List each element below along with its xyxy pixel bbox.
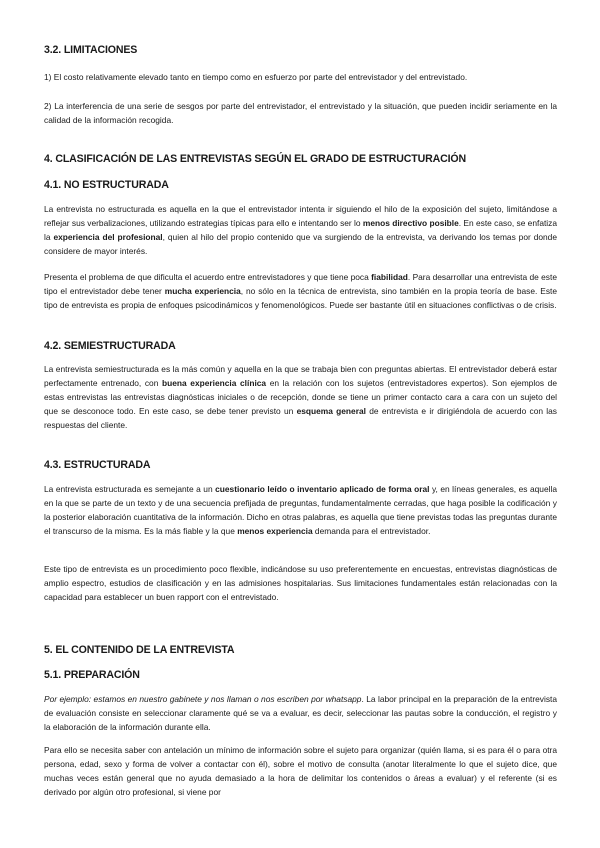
text: , no sólo en la técnica de entrevista, sino también en la propia teoría de base. Este tipo de entrevista es propia de enfoques psicodinámicos y fenomenológicos. Puede ser bastante útil en situaciones conflictivas o de crisis. [44, 285, 558, 310]
text: Presenta el problema de que dificulta el acuerdo entre entrevistadores y que tiene poca [44, 272, 372, 282]
no-estructurada-paragraph-2 [44, 271, 557, 313]
emphasis: esquema general [296, 405, 366, 416]
emphasis: mucha experiencia [164, 285, 241, 296]
semiestructurada-paragraph [44, 363, 557, 433]
preparacion-paragraph-2: Para ello se necesita saber con antelación un mínimo de información sobre el sujeto para organizar (quién llama, si es para él o para otra persona, edad, sexo y forma de volver a contactar con él), sobre el motivo de consulta (anotar literalmente lo que el sujeto dice, que muchas veces están general que no ayuda demasiado a la hora de delimitar los contenidos o áreas a evaluar) y el referente (si es derivado por algún otro profesional, si viene por [44, 745, 557, 797]
text: La entrevista no estructurada es aquella en la que el entrevistador intenta ir siguiendo el hilo de la exposición del sujeto, limitándose a reflejar sus verbalizaciones, utilizando estrategias típicas para ello e intentando ser lo [44, 204, 557, 228]
emphasis: buena experiencia clínica [162, 377, 267, 388]
text: . Para desarrollar una entrevista de este tipo el entrevistador debe tener [44, 272, 557, 296]
estructurada-paragraph-1 [44, 483, 557, 539]
text: La entrevista estructurada es semejante a un [44, 484, 216, 494]
text: en la relación con los sujetos (entrevistadores expertos). Son ejemplos de estas entrevistas las entrevistas diagnósticas iniciales o de recepción, donde se tiene un primer contacto cara a cara con un sujeto del que se desconoce todo. En este caso, se debe tener previsto un [44, 377, 557, 416]
limitaciones-item-1: 1) El costo relativamente elevado tanto en tiempo como en esfuerzo por parte del entrevistador y del entrevistado. [44, 72, 468, 82]
emphasis: menos experiencia [237, 525, 313, 536]
no-estructurada-paragraph-1 [44, 203, 557, 259]
text: La entrevista semiestructurada es la más común y aquella en la que se trabaja bien con preguntas abiertas. El entrevistador deberá estar perfectamente entrenado, con [44, 364, 557, 388]
heading-4-2-semiestructurada: 4.2. SEMIESTRUCTURADA [44, 340, 176, 352]
heading-4-1-no-estructurada: 4.1. NO ESTRUCTURADA [44, 179, 169, 191]
emphasis: experiencia del profesional [53, 231, 163, 242]
preparacion-paragraph-1 [44, 693, 557, 735]
heading-4-clasificacion: 4. CLASIFICACIÓN DE LAS ENTREVISTAS SEGÚN EL GRADO DE ESTRUCTURACIÓN [44, 153, 467, 165]
text: demanda para el entrevistador. [312, 525, 431, 536]
heading-3-2-limitaciones: 3.2. LIMITACIONES [44, 44, 138, 56]
heading-5-contenido: 5. EL CONTENIDO DE LA ENTREVISTA [44, 644, 235, 656]
limitaciones-item-2: 2) La interferencia de una serie de sesgos por parte del entrevistador, el entrevistado y la situación, que pueden incidir seriamente en la calidad de la información recogida. [44, 101, 557, 125]
estructurada-paragraph-2: Este tipo de entrevista es un procedimiento poco flexible, indicándose su uso preferentemente en encuestas, entrevistas diagnósticas de amplio espectro, estudios de clasificación y en las admisiones hospitalarias. Sus limitaciones fundamentales están relacionadas con la capacidad para establecer un buen rapport con el entrevistado. [44, 564, 557, 602]
text: . En este caso, se enfatiza la [44, 217, 558, 242]
text: . La labor principal en la preparación de la entrevista de evaluación consiste en seleccionar claramente qué se va a evaluar, es decir, seleccionar las pautas sobre la conducción, el registro y la elaboración de la información durante ella. [44, 694, 558, 732]
heading-5-1-preparacion: 5.1. PREPARACIÓN [44, 669, 140, 681]
heading-4-3-estructurada: 4.3. ESTRUCTURADA [44, 459, 151, 471]
text: de entrevista e ir dirigiéndola de acuerdo con las respuestas del cliente. [44, 405, 557, 430]
emphasis: cuestionario leído o inventario aplicado de forma oral [215, 484, 430, 494]
emphasis: menos directivo posible [362, 217, 459, 228]
text: y, en líneas generales, es aquella en la que se parte de un texto y de una secuencia prefijada de preguntas, fundamentalmente cerradas, que haga posible la codificación y la posterior elaboración cuantitativa de la información. Dicho en otras palabras, es aquella que tiene previstas todas las preguntas durante el transcurso de la misma. Es la más fiable y la que [44, 484, 557, 536]
text: , quien al hilo del propio contenido que va surgiendo de la entrevista, va derivando los temas por donde considere de mayor interés. [44, 231, 557, 256]
emphasis: fiabilidad [371, 272, 408, 282]
example-italic: Por ejemplo: estamos en nuestro gabinete y nos llaman o nos escriben por whatsapp [44, 694, 362, 704]
